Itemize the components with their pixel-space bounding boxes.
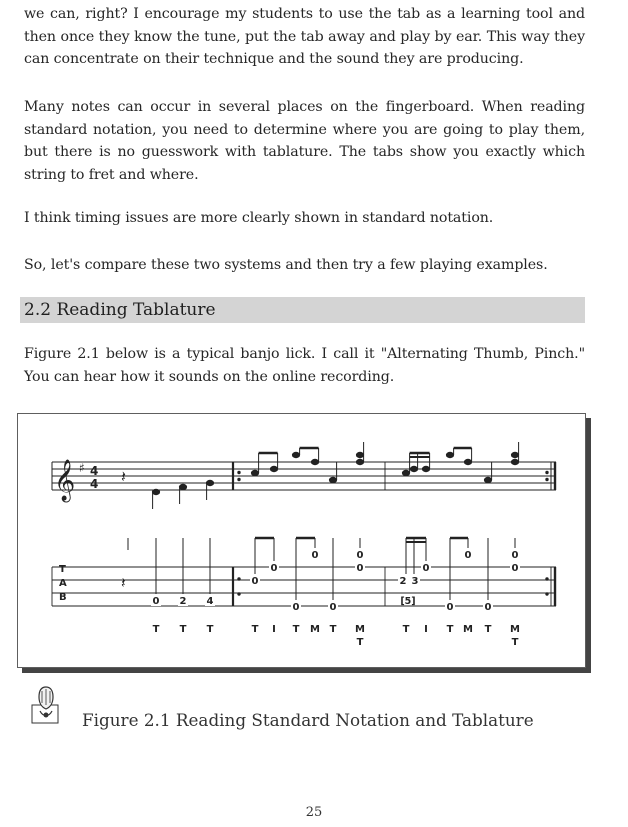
figure-intro-paragraph: Figure 2.1 below is a typical banjo lick. I call it "Alternating Thumb, Pinch." You can hear how it sounds on the online recording. (24, 346, 585, 385)
finger-label: M (510, 624, 520, 635)
time-sig-bottom: 4 (90, 477, 99, 491)
figure-caption: Figure 2.1 Reading Standard Notation and Tablature (82, 710, 534, 730)
tab-num: 0 (356, 563, 364, 574)
finger-label: T (179, 624, 187, 635)
standard-staff (52, 462, 556, 490)
tab-num: 0 (292, 602, 300, 613)
fingering-row (153, 624, 520, 648)
tab-label-b: B (59, 592, 67, 603)
tab-num: 0 (446, 602, 454, 613)
tab-num: 0 (484, 602, 492, 613)
page-number: 25 (305, 805, 323, 820)
tab-num: 0 (356, 550, 364, 561)
treble-clef-icon: 𝄞 (54, 460, 76, 501)
quarter-rest-icon: 𝄽 (121, 467, 126, 486)
music-notation-svg (18, 414, 584, 666)
tab-num: 0 (511, 550, 519, 561)
finger-label: T (292, 624, 300, 635)
finger-label: I (424, 624, 428, 635)
tab-label-a: A (59, 578, 67, 589)
finger-label: T (251, 624, 259, 635)
tab-num: 0 (270, 563, 278, 574)
paragraph-1: we can, right? I encourage my students to use the tab as a learning tool and then once they know the tune, put the tab away and play by ear. This way they can concentrate on their technique and the sound they are producing. (24, 6, 585, 68)
tab-num: 0 (464, 550, 472, 561)
paragraph-3: I think timing issues are more clearly shown in standard notation. (24, 210, 494, 226)
tab-num: 0 (511, 563, 519, 574)
tab-num: 4 (206, 596, 214, 607)
finger-label: I (272, 624, 276, 635)
key-signature: ♯ (79, 461, 85, 475)
finger-label: T (511, 637, 519, 648)
tab-num: 2 (179, 596, 187, 607)
finger-label: M (310, 624, 320, 635)
tab-label-t: T (59, 564, 66, 575)
tab-rest-icon: 𝄽 (121, 574, 126, 592)
tab-bracket-number: [5] (400, 596, 416, 607)
figure-2-1-notation (17, 413, 586, 668)
tab-staff (52, 567, 556, 606)
tab-num: 0 (422, 563, 430, 574)
finger-label: T (206, 624, 214, 635)
tab-num: 0 (329, 602, 337, 613)
finger-label: T (484, 624, 492, 635)
banjo-audio-icon[interactable] (30, 685, 62, 727)
tab-num: 0 (152, 596, 160, 607)
finger-label: T (152, 624, 160, 635)
finger-label: T (329, 624, 337, 635)
finger-label: M (463, 624, 473, 635)
finger-label: T (402, 624, 410, 635)
finger-label: T (446, 624, 454, 635)
tab-num: 0 (251, 576, 259, 587)
tab-num: 2 (399, 576, 407, 587)
measure-1-notes (152, 480, 213, 509)
tab-num: 0 (311, 550, 319, 561)
tab-numbers (153, 550, 519, 613)
finger-label: M (355, 624, 365, 635)
section-heading-bar (20, 297, 585, 323)
section-title: 2.2 Reading Tablature (24, 300, 216, 320)
tab-num: 3 (411, 576, 419, 587)
finger-label: T (356, 637, 364, 648)
paragraph-2: Many notes can occur in several places on the fingerboard. When reading standard notation, you need to determine where you are going to play them, but there is no guesswork with tablature. The tabs show you exactly which string to fret and where. (24, 99, 585, 183)
paragraph-4: So, let's compare these two systems and then try a few playing examples. (24, 257, 548, 273)
time-sig-top: 4 (90, 464, 99, 478)
